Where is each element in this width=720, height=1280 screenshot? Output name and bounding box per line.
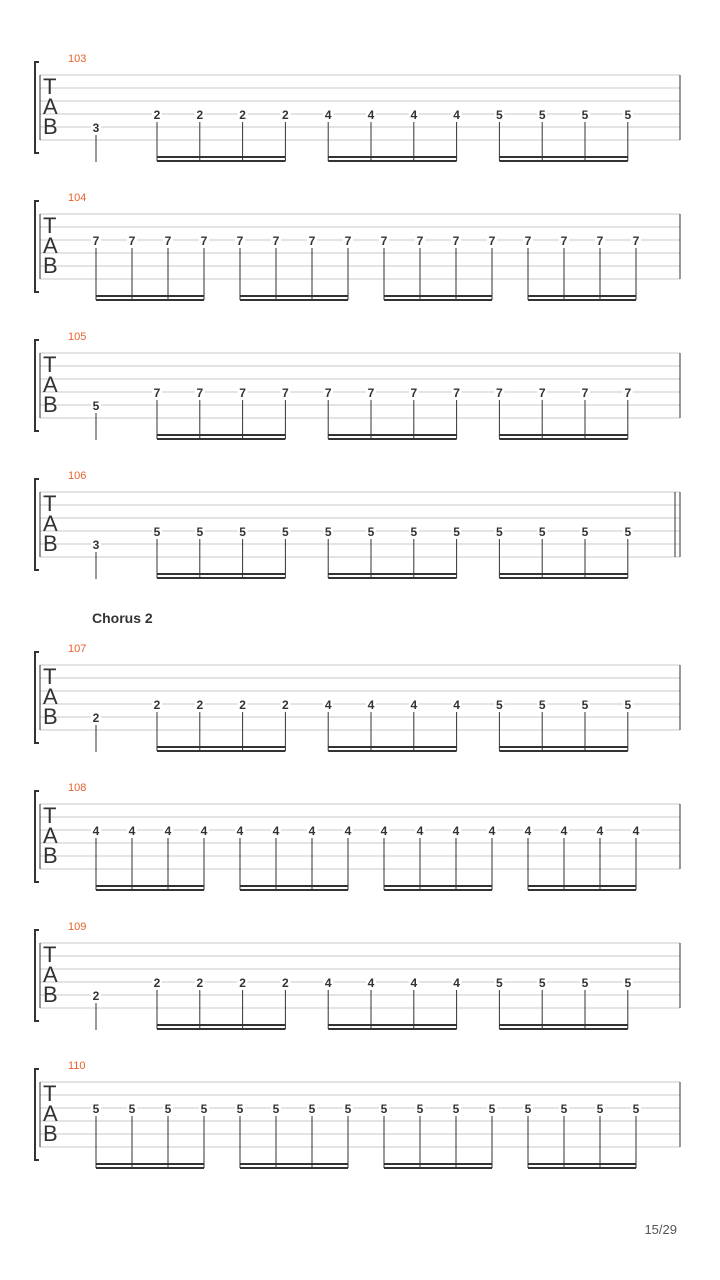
- measure-106: [35, 470, 680, 579]
- measure-109: [35, 921, 680, 1030]
- tab-clef-b: B: [43, 531, 58, 556]
- fret-number: 4: [164, 824, 172, 838]
- fret-number: 3: [92, 121, 100, 135]
- fret-number: 4: [324, 976, 332, 990]
- measure-number: 110: [68, 1060, 86, 1072]
- fret-number: 5: [239, 525, 246, 539]
- fret-number: 2: [239, 698, 246, 712]
- fret-number: 7: [196, 386, 204, 400]
- fret-number: 4: [367, 108, 375, 122]
- fret-number: 5: [380, 1102, 388, 1116]
- fret-number: 4: [596, 824, 604, 838]
- fret-number: 4: [632, 824, 640, 838]
- fret-number: 5: [496, 976, 503, 990]
- fret-number: 5: [624, 698, 632, 712]
- fret-number: 4: [453, 108, 460, 122]
- fret-number: 5: [560, 1102, 568, 1116]
- fret-number: 2: [282, 698, 289, 712]
- measure-number: 108: [68, 782, 87, 794]
- fret-number: 2: [239, 976, 246, 990]
- tab-clef-t: T: [43, 803, 57, 828]
- fret-number: 4: [272, 824, 280, 838]
- tab-clef-t: T: [43, 942, 57, 967]
- fret-number: 2: [153, 976, 161, 990]
- tab-clef-b: B: [43, 114, 58, 139]
- fret-number: 5: [452, 1102, 460, 1116]
- fret-number: 7: [239, 386, 246, 400]
- fret-number: 4: [453, 976, 460, 990]
- fret-number: 3: [92, 538, 100, 552]
- fret-number: 5: [164, 1102, 172, 1116]
- fret-number: 5: [488, 1102, 496, 1116]
- measure-number: 106: [68, 470, 87, 482]
- tab-clef-b: B: [43, 982, 58, 1007]
- tab-clef-t: T: [43, 213, 57, 238]
- staff-bracket: [35, 340, 39, 431]
- fret-number: 2: [196, 108, 204, 122]
- fret-number: 7: [92, 234, 100, 248]
- fret-number: 7: [164, 234, 172, 248]
- fret-number: 4: [308, 824, 316, 838]
- staff-bracket: [35, 791, 39, 882]
- measure-number: 109: [68, 921, 87, 933]
- fret-number: 5: [282, 525, 289, 539]
- tab-clef-t: T: [43, 1081, 57, 1106]
- fret-number: 4: [453, 698, 460, 712]
- fret-number: 2: [92, 711, 100, 725]
- fret-number: 5: [632, 1102, 640, 1116]
- tab-clef-a: A: [43, 372, 58, 397]
- tab-clef-a: A: [43, 1101, 58, 1126]
- measure-108: [35, 782, 680, 890]
- fret-number: 5: [624, 108, 632, 122]
- staff-bracket: [35, 62, 39, 153]
- fret-number: 4: [452, 824, 460, 838]
- tab-clef-a: A: [43, 684, 58, 709]
- fret-number: 7: [282, 386, 289, 400]
- fret-number: 5: [581, 525, 589, 539]
- fret-number: 4: [367, 698, 375, 712]
- measure-number: 107: [68, 643, 87, 655]
- fret-number: 5: [524, 1102, 532, 1116]
- fret-number: 2: [282, 108, 289, 122]
- tab-clef-a: A: [43, 94, 58, 119]
- tab-clef-a: A: [43, 962, 58, 987]
- fret-number: 5: [496, 108, 503, 122]
- fret-number: 4: [488, 824, 496, 838]
- tab-clef-a: A: [43, 511, 58, 536]
- fret-number: 5: [538, 698, 546, 712]
- tab-clef-t: T: [43, 664, 57, 689]
- tab-clef-t: T: [43, 491, 57, 516]
- fret-number: 5: [624, 976, 632, 990]
- fret-number: 7: [272, 234, 280, 248]
- fret-number: 7: [453, 386, 460, 400]
- fret-number: 2: [153, 698, 161, 712]
- fret-number: 7: [596, 234, 604, 248]
- fret-number: 4: [236, 824, 244, 838]
- fret-number: 5: [236, 1102, 244, 1116]
- fret-number: 5: [200, 1102, 208, 1116]
- tab-clef-b: B: [43, 392, 58, 417]
- tab-clef-b: B: [43, 704, 58, 729]
- fret-number: 7: [128, 234, 136, 248]
- fret-number: 5: [272, 1102, 280, 1116]
- staff-bracket: [35, 930, 39, 1021]
- fret-number: 5: [581, 108, 589, 122]
- fret-number: 5: [496, 698, 503, 712]
- fret-number: 7: [308, 234, 316, 248]
- fret-number: 5: [308, 1102, 316, 1116]
- fret-number: 4: [410, 976, 418, 990]
- measure-103: [35, 53, 680, 162]
- fret-number: 5: [416, 1102, 424, 1116]
- fret-number: 7: [632, 234, 640, 248]
- fret-number: 4: [524, 824, 532, 838]
- fret-number: 7: [524, 234, 532, 248]
- fret-number: 5: [596, 1102, 604, 1116]
- fret-number: 4: [344, 824, 352, 838]
- fret-number: 7: [560, 234, 568, 248]
- fret-number: 5: [624, 525, 632, 539]
- fret-number: 5: [496, 525, 503, 539]
- fret-number: 7: [200, 234, 208, 248]
- fret-number: 7: [344, 234, 352, 248]
- tab-clef-b: B: [43, 1121, 58, 1146]
- fret-number: 7: [452, 234, 460, 248]
- fret-number: 7: [581, 386, 589, 400]
- fret-number: 7: [380, 234, 388, 248]
- fret-number: 2: [239, 108, 246, 122]
- fret-number: 7: [538, 386, 546, 400]
- fret-number: 4: [128, 824, 136, 838]
- measure-104: [35, 192, 680, 300]
- staff-bracket: [35, 479, 39, 570]
- tab-clef-b: B: [43, 253, 58, 278]
- fret-number: 7: [624, 386, 632, 400]
- tab-clef-a: A: [43, 233, 58, 258]
- staff-bracket: [35, 201, 39, 292]
- fret-number: 5: [538, 108, 546, 122]
- fret-number: 4: [380, 824, 388, 838]
- fret-number: 7: [488, 234, 496, 248]
- fret-number: 4: [416, 824, 424, 838]
- measure-number: 105: [68, 331, 87, 343]
- fret-number: 5: [92, 1102, 100, 1116]
- fret-number: 2: [196, 698, 204, 712]
- fret-number: 5: [128, 1102, 136, 1116]
- fret-number: 7: [367, 386, 375, 400]
- section-label-chorus-2: Chorus 2: [92, 610, 153, 626]
- fret-number: 4: [92, 824, 100, 838]
- fret-number: 4: [200, 824, 208, 838]
- tab-clef-t: T: [43, 74, 57, 99]
- measure-107: [35, 643, 680, 752]
- fret-number: 5: [92, 399, 100, 413]
- fret-number: 5: [344, 1102, 352, 1116]
- fret-number: 7: [410, 386, 418, 400]
- measure-number: 103: [68, 53, 87, 65]
- fret-number: 2: [92, 989, 100, 1003]
- fret-number: 5: [538, 976, 546, 990]
- fret-number: 7: [324, 386, 332, 400]
- fret-number: 5: [581, 976, 589, 990]
- fret-number: 4: [560, 824, 568, 838]
- page-number: 15/29: [644, 1222, 677, 1237]
- measure-number: 104: [68, 192, 87, 204]
- fret-number: 4: [367, 976, 375, 990]
- fret-number: 4: [410, 108, 418, 122]
- fret-number: 4: [324, 108, 332, 122]
- fret-number: 5: [367, 525, 375, 539]
- measure-110: [35, 1060, 680, 1168]
- fret-number: 7: [236, 234, 244, 248]
- fret-number: 5: [324, 525, 332, 539]
- fret-number: 5: [453, 525, 460, 539]
- tab-clef-b: B: [43, 843, 58, 868]
- staff-bracket: [35, 652, 39, 743]
- fret-number: 5: [538, 525, 546, 539]
- fret-number: 7: [416, 234, 424, 248]
- fret-number: 5: [196, 525, 204, 539]
- fret-number: 4: [324, 698, 332, 712]
- staff-bracket: [35, 1069, 39, 1160]
- fret-number: 2: [153, 108, 161, 122]
- measure-105: [35, 331, 680, 440]
- fret-number: 5: [410, 525, 418, 539]
- fret-number: 2: [282, 976, 289, 990]
- fret-number: 2: [196, 976, 204, 990]
- fret-number: 5: [153, 525, 161, 539]
- fret-number: 5: [581, 698, 589, 712]
- fret-number: 4: [410, 698, 418, 712]
- fret-number: 7: [496, 386, 503, 400]
- tab-clef-a: A: [43, 823, 58, 848]
- fret-number: 7: [153, 386, 161, 400]
- tab-clef-t: T: [43, 352, 57, 377]
